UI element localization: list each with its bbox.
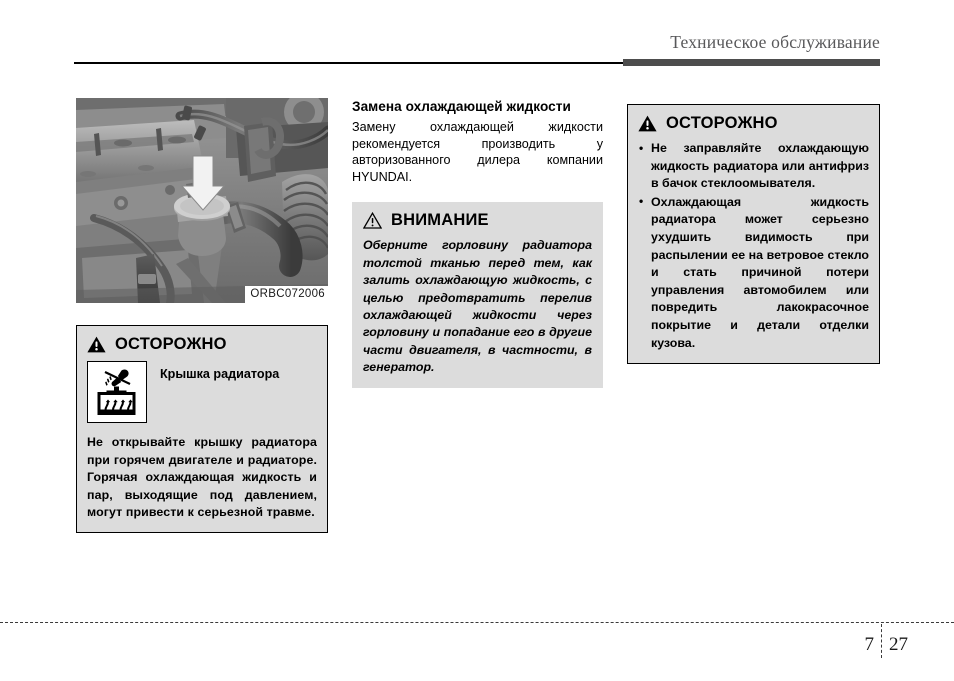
radiator-cap-steam-hazard-icon xyxy=(87,361,147,423)
header-rule-thick xyxy=(623,59,880,66)
notice-box-body: Оберните горловину радиатора толстой тканью перед тем, как залить охлаждающую жидкость, с целью предотвратить перелив охлаждающей жидкости через горловину и попадание его в другие части двигателя, в частности, в генератор. xyxy=(363,238,592,375)
page-title: Техническое обслуживание xyxy=(670,32,880,52)
caution-bullet-list xyxy=(638,140,869,352)
caution-right-title-text: ОСТОРОЖНО xyxy=(666,114,778,132)
caution-title-text: ОСТОРОЖНО xyxy=(115,335,227,353)
list-item: • Не заправляйте охлаждающую жидкость радиатора или антифриз в бачок стеклоомывателя. xyxy=(638,140,869,193)
filled-warning-triangle-icon xyxy=(87,336,106,353)
footer-chapter-number: 7 xyxy=(864,634,874,655)
footer-page-number xyxy=(865,634,909,656)
photo-caption: ORBC072006 xyxy=(245,286,328,303)
page-header xyxy=(0,0,954,70)
left-column xyxy=(76,98,328,533)
middle-column xyxy=(352,98,603,388)
notice-box-radiator-neck xyxy=(352,202,603,387)
caution-box-body: Не открывайте крышку радиатора при горячем двигателе и радиаторе. Горячая охлаждающая жидкость и пар, выходящие под давлением, могут привести к серьезной травме. xyxy=(87,435,317,519)
section-paragraph: Замену охлаждающей жидкости рекомендуется производить у авторизованного дилера компании HYUNDAI. xyxy=(352,120,603,184)
caution-box-radiator-cap xyxy=(76,325,328,533)
radiator-steam-hand-glyph xyxy=(94,368,140,416)
caution-box-title-row xyxy=(87,335,317,354)
outline-warning-triangle-icon xyxy=(363,212,382,229)
radiator-cap-pictogram-label: Крышка радиатора xyxy=(160,367,280,381)
notice-title-text: ВНИМАНИЕ xyxy=(391,211,489,230)
footer-divider xyxy=(0,622,954,623)
filled-warning-triangle-icon xyxy=(638,115,657,132)
radiator-cap-pictogram-row xyxy=(87,361,317,423)
engine-bay-photo xyxy=(76,98,328,303)
notice-box-title-row xyxy=(363,211,592,230)
engine-bay-photo-graphic xyxy=(76,98,328,303)
caution-box-right-title-row xyxy=(638,114,869,133)
caution-box-coolant-washer xyxy=(627,104,880,364)
footer-page-value: 27 xyxy=(889,634,908,655)
right-column xyxy=(627,104,880,364)
list-item: • Охлаждающая жидкость радиатора может серьезно ухудшить видимость при распылении ее на ветровое стекло и стать причиной потери управления автомобилем или повредить лакокрасочное покрытие и детали отделки кузова. xyxy=(638,194,869,352)
section-heading-coolant-replacement: Замена охлаждающей жидкости xyxy=(352,99,571,114)
